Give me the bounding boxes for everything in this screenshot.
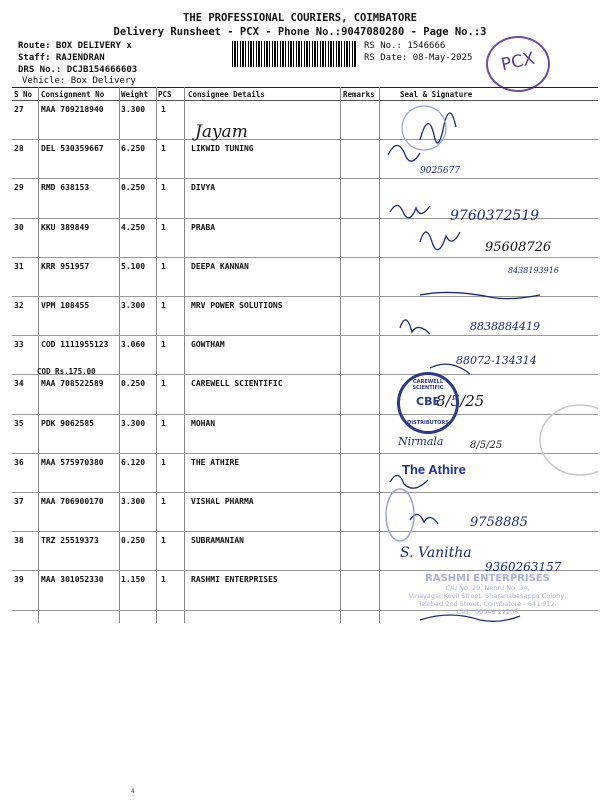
rashmi-stamp-name: RASHMI ENTERPRISES <box>425 573 550 584</box>
signature-mark <box>390 205 430 217</box>
vehicle-label: Vehicle: Box Delivery <box>22 76 136 86</box>
col-sno: S No <box>14 90 33 99</box>
signature-mark <box>420 292 540 298</box>
cod-note: COD Rs.175.00 <box>37 367 96 376</box>
cell-pcs: 1 <box>161 144 166 154</box>
cell-consignment: VPM 108455 <box>41 301 90 310</box>
carewell-stamp-center: CBE <box>416 395 440 408</box>
cell-consignee: PRABA <box>191 222 216 232</box>
cell-weight: 3.060 <box>121 340 146 350</box>
col-divider <box>38 87 39 623</box>
cell-sno: 27 <box>14 105 24 114</box>
cell-consignee: THE ATHIRE <box>191 457 240 467</box>
cell-consignee: SUBRAMANIAN <box>191 536 244 546</box>
cell-weight: 0.250 <box>121 379 146 389</box>
cell-sno: 29 <box>14 183 24 193</box>
handwritten-phone: 8838884419 <box>470 320 540 333</box>
rashmi-stamp-phone: Cell : 99946 22205 <box>456 608 519 616</box>
cell-sno: 31 <box>14 261 24 271</box>
rashmi-stamp <box>385 573 590 616</box>
cell-consignee: RASHMI ENTERPRISES <box>191 575 278 585</box>
cell-consignee: CAREWELL SCIENTIFIC <box>191 379 283 389</box>
col-pcs: PCS <box>158 90 172 99</box>
cell-sno: 38 <box>14 536 24 546</box>
handwritten-phone: 8438193916 <box>508 266 559 275</box>
cell-pcs: 1 <box>161 183 166 193</box>
rashmi-stamp-address: C/U No. 29, Nehru No. 34, <box>445 584 530 592</box>
cell-consignee: LIKWID TUNING <box>191 144 254 154</box>
col-divider <box>156 87 157 623</box>
cell-consignment: MAA 706900170 <box>41 497 104 506</box>
cell-pcs: 1 <box>161 105 166 114</box>
cell-consignee: VISHAL PHARMA <box>191 497 254 506</box>
handwritten-phone: 9760372519 <box>450 208 540 224</box>
cell-sno: 32 <box>14 301 24 310</box>
rs-date: RS Date: 08-May-2025 <box>364 53 473 63</box>
cell-weight: 6.250 <box>121 144 146 154</box>
cell-pcs: 1 <box>161 418 166 428</box>
col-consignee: Consignee Details <box>188 90 265 99</box>
cell-consignment: DEL 530359667 <box>41 144 104 154</box>
cell-sno: 34 <box>14 379 24 389</box>
handwritten-phone: 88072-134314 <box>456 354 537 367</box>
cell-weight: 6.120 <box>121 457 146 467</box>
pcx-stamp <box>486 36 550 92</box>
faint-stamp <box>386 489 414 541</box>
rashmi-stamp-address: Vinayagar Kovil Street, Sharanabasappa Colony, <box>408 592 567 600</box>
handwritten-phone: 9025677 <box>420 166 461 176</box>
col-divider <box>184 87 185 623</box>
carewell-stamp <box>397 372 459 434</box>
cell-sno: 30 <box>14 222 24 232</box>
cell-consignment: RMD 638153 <box>41 183 90 193</box>
col-divider <box>340 87 341 623</box>
cell-consignment: MAA 575970380 <box>41 457 104 467</box>
handwritten-phone: 9360263157 <box>485 560 562 574</box>
cell-consignment: MAA 301052330 <box>41 575 104 585</box>
cell-weight: 3.300 <box>121 418 146 428</box>
athire-stamp: The Athire <box>402 462 466 477</box>
cell-sno: 35 <box>14 418 24 428</box>
handwritten-name: Nirmala <box>398 435 444 448</box>
col-weight: Weight <box>121 90 149 99</box>
cell-pcs: 1 <box>161 340 166 350</box>
signature-scribbles <box>380 100 598 630</box>
handwritten-date: 8/5/25 <box>436 392 485 410</box>
cell-consignment: PDK 9062585 <box>41 418 94 428</box>
carewell-stamp-top: CAREWELL SCIENTIFIC <box>412 379 444 391</box>
cell-weight: 3.300 <box>121 497 146 506</box>
barcode <box>232 41 356 67</box>
staff-label: Staff: RAJENDRAN <box>18 53 105 63</box>
handwritten-name: Jayam <box>195 122 248 142</box>
cell-sno: 36 <box>14 457 24 467</box>
cell-sno: 39 <box>14 575 24 585</box>
route-label: Route: BOX DELIVERY x <box>18 41 132 51</box>
cell-consignment: MAA 709218940 <box>41 105 104 114</box>
footer-mark: 4 <box>131 788 135 795</box>
cell-consignment: TRZ 25519373 <box>41 536 99 546</box>
cell-pcs: 1 <box>161 575 166 585</box>
cell-weight: 1.150 <box>121 575 146 585</box>
col-divider <box>119 87 120 623</box>
signature-mark <box>400 320 430 334</box>
cell-pcs: 1 <box>161 497 166 506</box>
faint-stamp <box>540 405 598 475</box>
cell-consignee: GOWTHAM <box>191 340 225 350</box>
rashmi-stamp-address: Telebad 2nd Street, Coimbatore - 641 012. <box>418 600 557 608</box>
cell-consignee: MRV POWER SOLUTIONS <box>191 301 283 310</box>
handwritten-phone: 95608726 <box>485 240 552 255</box>
drs-number: DRS No.: DCJB154666603 <box>18 65 138 75</box>
runsheet-subtitle: Delivery Runsheet - PCX - Phone No.:9047080280 - Page No.:3 <box>113 26 487 38</box>
table-top-rule <box>12 87 598 88</box>
cell-pcs: 1 <box>161 536 166 546</box>
col-consignment: Consignment No <box>41 90 105 99</box>
cell-consignee: DIVYA <box>191 183 216 193</box>
cell-sno: 33 <box>14 340 24 350</box>
signature-mark <box>390 475 428 488</box>
pcx-stamp-text: PCX <box>499 48 537 76</box>
rs-number: RS No.: 1546666 <box>364 41 446 51</box>
cell-sno: 28 <box>14 144 24 154</box>
cell-weight: 0.250 <box>121 183 146 193</box>
cell-pcs: 1 <box>161 379 166 389</box>
col-remarks: Remarks <box>343 90 375 99</box>
handwritten-phone: 9758885 <box>470 515 528 530</box>
cell-consignee: DEEPA KANNAN <box>191 261 249 271</box>
cell-consignee: MOHAN <box>191 418 216 428</box>
cell-consignment: MAA 708522589 <box>41 379 104 389</box>
company-title: THE PROFESSIONAL COURIERS, COIMBATORE <box>183 12 417 24</box>
cell-weight: 3.300 <box>121 105 146 114</box>
cell-weight: 3.300 <box>121 301 146 310</box>
carewell-stamp-bottom: DISTRIBUTORS <box>407 420 449 426</box>
cell-sno: 37 <box>14 497 24 506</box>
cell-weight: 5.100 <box>121 261 146 271</box>
signature-mark <box>420 113 456 143</box>
cell-weight: 0.250 <box>121 536 146 546</box>
signature-mark <box>420 232 460 250</box>
cell-pcs: 1 <box>161 261 166 271</box>
handwritten-date: 8/5/25 <box>470 440 503 451</box>
cell-pcs: 1 <box>161 301 166 310</box>
col-seal-signature: Seal & Signature <box>400 90 473 99</box>
cell-weight: 4.250 <box>121 222 146 232</box>
cell-pcs: 1 <box>161 457 166 467</box>
cell-consignment: COD 1111955123 <box>41 340 109 350</box>
cell-consignment: KRR 951957 <box>41 261 90 271</box>
handwritten-name: S. Vanitha <box>400 545 472 561</box>
cell-consignment: KKU 389849 <box>41 222 90 232</box>
cell-pcs: 1 <box>161 222 166 232</box>
